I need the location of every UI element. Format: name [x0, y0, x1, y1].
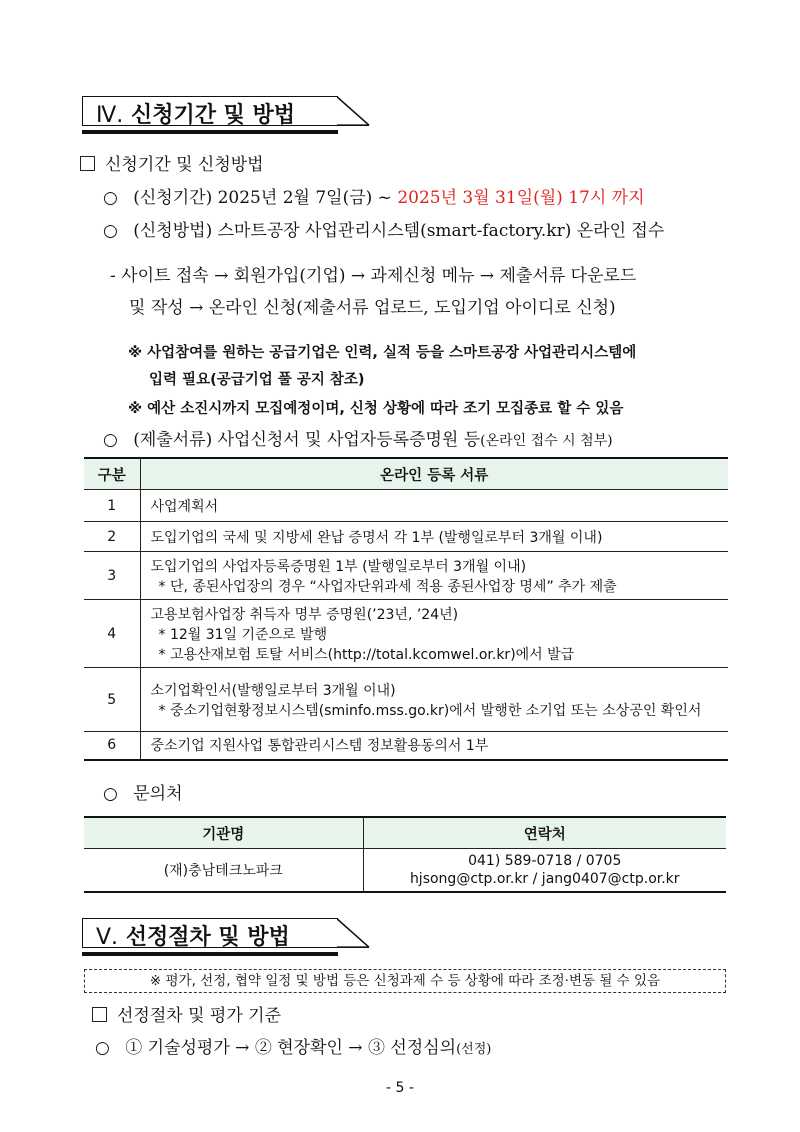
row-document-line: 도입기업의 사업자등록증명원 1부 (발행일로부터 3개월 이내) [150, 558, 527, 575]
documents-table [84, 457, 728, 761]
steps-line-1: - 사이트 접속 → 회원가입(기업) → 과제신청 메뉴 → 제출서류 다운로드 [110, 266, 637, 286]
section-4-numeral: Ⅳ. [96, 103, 124, 128]
period-deadline: 2025년 3월 31일(월) 17시 까지 [397, 188, 645, 208]
table-row [84, 732, 728, 760]
contact-email: hjsong@ctp.or.kr / jang0407@ctp.or.kr [409, 871, 680, 887]
circle-bullet-icon: ○ [95, 1038, 110, 1058]
circle-bullet-icon: ○ [103, 221, 118, 241]
header-arrow-shape [337, 918, 377, 952]
contact-phone: 041) 589-0718 / 0705 [468, 853, 622, 869]
application-method [103, 216, 664, 241]
docs-text: (제출서류) 사업신청서 및 사업자등록증명원 등 [133, 430, 481, 450]
contact-label [103, 779, 183, 804]
square-bullet-icon [80, 156, 95, 171]
row-number: 3 [84, 552, 140, 600]
row-document-note: * 단, 종된사업장의 경우 “사업자단위과세 적용 종된사업장 명세” 추가 제출 [158, 578, 617, 595]
section-5-title: 선정절차 및 방법 [125, 925, 290, 950]
note-1-line-2: 입력 필요(공급기업 풀 공지 참조) [149, 372, 365, 388]
row-number: 5 [84, 668, 140, 732]
contact-table [84, 816, 726, 893]
selection-notice: ※ 평가, 선정, 협약 일정 및 방법 등은 신청과제 수 등 상황에 따라 조정·변동 될 수 있음 [84, 969, 726, 993]
table-row [84, 668, 728, 732]
table-row [84, 552, 728, 600]
contact-info [363, 849, 726, 893]
docs-suffix: (온라인 접수 시 첨부) [480, 433, 613, 449]
selection-process [95, 1033, 491, 1058]
circle-bullet-icon: ○ [103, 784, 118, 804]
row-document-note: * 고용산재보험 토탈 서비스(http://total.kcomwel.or.kr)에서 발급 [158, 646, 575, 663]
row-document-line: 소기업확인서(발행일로부터 3개월 이내) [150, 682, 396, 699]
row-document: 중소기업 지원사업 통합관리시스템 정보활용동의서 1부 [140, 732, 728, 760]
table-row [84, 522, 728, 552]
process-text: ① 기술성평가 → ② 현장확인 → ③ 선정심의 [125, 1038, 457, 1058]
application-period [103, 183, 645, 208]
square-bullet-icon [92, 1007, 107, 1022]
page-number: - 5 - [386, 1080, 414, 1096]
section-4-subheading [80, 150, 264, 175]
table-row [84, 490, 728, 522]
contact-header-org: 기관명 [84, 817, 363, 849]
row-document [140, 600, 728, 668]
table-header-category: 구분 [84, 458, 140, 490]
steps-line-2: 및 작성 → 온라인 신청(제출서류 업로드, 도입기업 아이디로 신청) [129, 298, 616, 318]
row-document: 사업계획서 [140, 490, 728, 522]
subheading-text: 선정절차 및 평가 기준 [117, 1006, 282, 1026]
section-5-subheading [92, 1001, 281, 1026]
note-1-line-1: ※ 사업참여를 원하는 공급기업은 인력, 실적 등을 스마트공장 사업관리시스템에 [128, 345, 637, 361]
subheading-text: 신청기간 및 신청방법 [105, 155, 264, 175]
section-4-header [82, 96, 372, 130]
method-text: (신청방법) 스마트공장 사업관리시스템(smart-factory.kr) 온라인 접수 [133, 221, 665, 241]
row-document: 도입기업의 국세 및 지방세 완납 증명서 각 1부 (발행일로부터 3개월 이내) [140, 522, 728, 552]
table-header-documents: 온라인 등록 서류 [140, 458, 728, 490]
contact-label-text: 문의처 [133, 784, 183, 804]
row-number: 4 [84, 600, 140, 668]
row-number: 6 [84, 732, 140, 760]
process-suffix: (선정) [456, 1042, 492, 1057]
row-document-note: * 12월 31일 기준으로 발행 [158, 626, 328, 643]
period-label: (신청기간) 2025년 2월 7일(금) ~ [133, 188, 398, 208]
section-4-title: 신청기간 및 방법 [130, 103, 296, 128]
row-number: 1 [84, 490, 140, 522]
row-document-note: * 중소기업현황정보시스템(sminfo.mss.go.kr)에서 발행한 소기업 또는 소상공인 확인서 [158, 702, 702, 719]
required-docs-line [103, 425, 613, 450]
row-document-line: 고용보험사업장 취득자 명부 증명원(’23년, ’24년) [150, 606, 459, 623]
row-number: 2 [84, 522, 140, 552]
table-row [84, 600, 728, 668]
row-document [140, 552, 728, 600]
circle-bullet-icon: ○ [103, 430, 118, 450]
header-arrow-shape [337, 96, 377, 130]
section-5-numeral: Ⅴ. [96, 925, 119, 950]
circle-bullet-icon: ○ [103, 188, 118, 208]
section-5-header [82, 918, 372, 952]
note-2: ※ 예산 소진시까지 모집예정이며, 신청 상황에 따라 조기 모집종료 할 수 있음 [128, 401, 624, 417]
contact-header-contact: 연락처 [363, 817, 726, 849]
contact-org: (재)충남테크노파크 [84, 849, 363, 893]
row-document [140, 668, 728, 732]
